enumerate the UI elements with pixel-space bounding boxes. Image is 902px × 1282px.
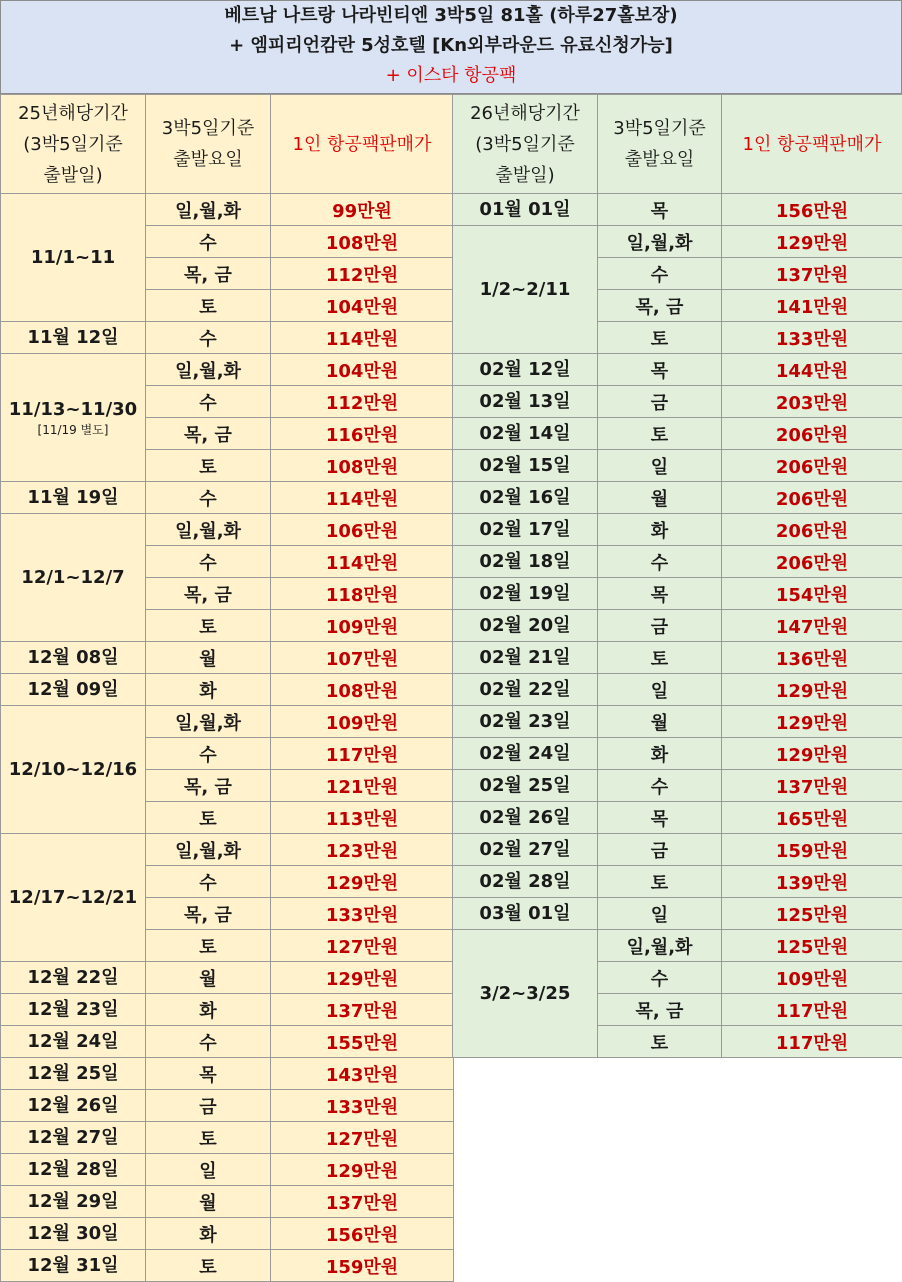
- weekday-cell: 월: [598, 706, 722, 738]
- period-cell: [1, 1026, 146, 1058]
- period-cell: [453, 706, 598, 738]
- table-row: [453, 546, 902, 578]
- weekday-cell: 목, 금: [146, 898, 271, 930]
- period-cell: [453, 514, 598, 546]
- price-cell: 116만원: [271, 418, 454, 450]
- price-cell: 206만원: [722, 450, 902, 482]
- period-cell: [1, 642, 146, 674]
- period-cell: [1, 1122, 146, 1154]
- period-label: 12월 26일: [1, 1094, 145, 1118]
- period-label: 11월 12일: [1, 326, 145, 350]
- period-label: 12월 24일: [1, 1030, 145, 1054]
- table-row: [453, 930, 902, 962]
- header-price: [271, 95, 454, 194]
- weekday-cell: 수: [146, 322, 271, 354]
- table-2026: [452, 94, 902, 1058]
- period-cell: [1, 1090, 146, 1122]
- table-row: [1, 322, 454, 354]
- table-row: [453, 386, 902, 418]
- table-row: [453, 706, 902, 738]
- price-cell: 108만원: [271, 226, 454, 258]
- weekday-cell: 토: [146, 1122, 271, 1154]
- period-label: 02월 21일: [453, 646, 597, 670]
- period-cell: [1, 962, 146, 994]
- header-price: [722, 95, 902, 194]
- period-cell: [453, 738, 598, 770]
- period-note: [11/19 별도]: [1, 422, 145, 438]
- period-cell: [453, 866, 598, 898]
- period-cell: [453, 482, 598, 514]
- header-weekday: [146, 95, 271, 194]
- table-row: [453, 802, 902, 834]
- weekday-cell: 목, 금: [146, 770, 271, 802]
- table-row: [453, 354, 902, 386]
- header-period: [453, 95, 598, 194]
- weekday-cell: 토: [146, 610, 271, 642]
- weekday-cell: 목: [598, 194, 722, 226]
- price-cell: 113만원: [271, 802, 454, 834]
- period-label: 02월 22일: [453, 678, 597, 702]
- table-row: [453, 898, 902, 930]
- weekday-cell: 목: [598, 354, 722, 386]
- weekday-cell: 토: [598, 642, 722, 674]
- price-cell: 125만원: [722, 930, 902, 962]
- table-row: [453, 610, 902, 642]
- period-label: 02월 18일: [453, 550, 597, 574]
- weekday-cell: 목, 금: [598, 290, 722, 322]
- weekday-cell: 월: [146, 642, 271, 674]
- period-label: 12월 23일: [1, 998, 145, 1022]
- weekday-cell: 일,월,화: [146, 194, 271, 226]
- price-cell: 159만원: [271, 1250, 454, 1282]
- period-label: 02월 25일: [453, 774, 597, 798]
- weekday-cell: 토: [598, 866, 722, 898]
- header-period-line: 출발일): [1, 160, 145, 191]
- header-weekday-line: 출발요일: [598, 144, 721, 175]
- table-row: [1, 1122, 454, 1154]
- table-row: [1, 482, 454, 514]
- weekday-cell: 수: [598, 770, 722, 802]
- period-cell: [453, 802, 598, 834]
- price-cell: 117만원: [271, 738, 454, 770]
- price-cell: 109만원: [271, 610, 454, 642]
- header-row: [453, 95, 902, 194]
- table-row: [453, 642, 902, 674]
- weekday-cell: 토: [146, 930, 271, 962]
- period-cell: [453, 898, 598, 930]
- table-row: [1, 1186, 454, 1218]
- period-label: 02월 16일: [453, 486, 597, 510]
- period-label: 12월 29일: [1, 1190, 145, 1214]
- period-label: 12/10~12/16: [1, 758, 145, 782]
- weekday-cell: 일,월,화: [146, 706, 271, 738]
- price-cell: 154만원: [722, 578, 902, 610]
- weekday-cell: 일: [598, 674, 722, 706]
- period-cell: [1, 514, 146, 642]
- title-line-2: + 엠피리언캄란 5성호텔 [Kn외부라운드 유료신청가능]: [1, 31, 901, 61]
- price-cell: 137만원: [722, 258, 902, 290]
- weekday-cell: 수: [146, 482, 271, 514]
- period-label: 03월 01일: [453, 902, 597, 926]
- period-label: 1/2~2/11: [453, 278, 597, 302]
- period-cell: [1, 1154, 146, 1186]
- weekday-cell: 금: [146, 1090, 271, 1122]
- period-cell: [453, 194, 598, 226]
- period-cell: [453, 386, 598, 418]
- period-label: 12월 25일: [1, 1062, 145, 1086]
- period-label: 02월 12일: [453, 358, 597, 382]
- period-label: 02월 17일: [453, 518, 597, 542]
- period-cell: [1, 706, 146, 834]
- weekday-cell: 토: [598, 1026, 722, 1058]
- price-cell: 129만원: [271, 1154, 454, 1186]
- period-cell: [453, 770, 598, 802]
- header-weekday-line: 3박5일기준: [598, 113, 721, 144]
- price-cell: 109만원: [271, 706, 454, 738]
- weekday-cell: 토: [598, 418, 722, 450]
- price-cell: 125만원: [722, 898, 902, 930]
- table-row: [453, 418, 902, 450]
- period-label: 11/13~11/30: [1, 398, 145, 422]
- period-label: 02월 24일: [453, 742, 597, 766]
- price-cell: 114만원: [271, 322, 454, 354]
- weekday-cell: 목: [598, 802, 722, 834]
- weekday-cell: 화: [146, 994, 271, 1026]
- table-row: [1, 194, 454, 226]
- weekday-cell: 일: [146, 1154, 271, 1186]
- weekday-cell: 일: [598, 450, 722, 482]
- price-cell: 143만원: [271, 1058, 454, 1090]
- weekday-cell: 목, 금: [598, 994, 722, 1026]
- period-label: 11월 19일: [1, 486, 145, 510]
- weekday-cell: 금: [598, 386, 722, 418]
- price-cell: 133만원: [722, 322, 902, 354]
- price-cell: 137만원: [271, 994, 454, 1026]
- table-row: [453, 226, 902, 258]
- period-cell: [453, 578, 598, 610]
- table-row: [1, 834, 454, 866]
- weekday-cell: 목: [598, 578, 722, 610]
- table-row: [1, 1250, 454, 1282]
- weekday-cell: 목, 금: [146, 258, 271, 290]
- table-row: [1, 994, 454, 1026]
- table-row: [1, 1090, 454, 1122]
- period-label: 12/17~12/21: [1, 886, 145, 910]
- price-cell: 114만원: [271, 482, 454, 514]
- price-cell: 127만원: [271, 930, 454, 962]
- price-cell: 133만원: [271, 898, 454, 930]
- price-cell: 136만원: [722, 642, 902, 674]
- table-row: [453, 738, 902, 770]
- period-label: 02월 14일: [453, 422, 597, 446]
- table-row: [453, 482, 902, 514]
- price-cell: 129만원: [722, 226, 902, 258]
- period-cell: [1, 354, 146, 482]
- period-cell: [1, 1058, 146, 1090]
- table-row: [453, 834, 902, 866]
- header-period-line: 출발일): [453, 160, 597, 191]
- period-label: 02월 28일: [453, 870, 597, 894]
- header-period-line: (3박5일기준: [1, 129, 145, 160]
- period-cell: [1, 322, 146, 354]
- table-row: [1, 1154, 454, 1186]
- table-2025: [0, 94, 454, 1282]
- price-cell: 147만원: [722, 610, 902, 642]
- price-cell: 133만원: [271, 1090, 454, 1122]
- period-cell: [1, 482, 146, 514]
- period-label: 3/2~3/25: [453, 982, 597, 1006]
- weekday-cell: 화: [146, 1218, 271, 1250]
- table-row: [453, 866, 902, 898]
- table-row: [1, 706, 454, 738]
- period-label: 12월 28일: [1, 1158, 145, 1182]
- table-row: [453, 514, 902, 546]
- price-cell: 112만원: [271, 386, 454, 418]
- period-cell: [453, 930, 598, 1058]
- weekday-cell: 토: [598, 322, 722, 354]
- price-cell: 104만원: [271, 290, 454, 322]
- table-row: [453, 194, 902, 226]
- period-cell: [1, 674, 146, 706]
- period-cell: [453, 546, 598, 578]
- period-cell: [453, 834, 598, 866]
- price-cell: 106만원: [271, 514, 454, 546]
- period-cell: [1, 1218, 146, 1250]
- price-cell: 144만원: [722, 354, 902, 386]
- price-cell: 129만원: [722, 738, 902, 770]
- weekday-cell: 금: [598, 610, 722, 642]
- period-cell: [453, 674, 598, 706]
- price-cell: 165만원: [722, 802, 902, 834]
- price-cell: 206만원: [722, 514, 902, 546]
- weekday-cell: 수: [146, 226, 271, 258]
- weekday-cell: 수: [146, 386, 271, 418]
- weekday-cell: 일,월,화: [598, 226, 722, 258]
- header-period: [1, 95, 146, 194]
- weekday-cell: 일,월,화: [146, 354, 271, 386]
- price-cell: 155만원: [271, 1026, 454, 1058]
- price-cell: 112만원: [271, 258, 454, 290]
- header-row: [1, 95, 454, 194]
- price-cell: 129만원: [271, 866, 454, 898]
- price-cell: 118만원: [271, 578, 454, 610]
- table-row: [1, 1058, 454, 1090]
- table-row: [1, 642, 454, 674]
- period-cell: [453, 226, 598, 354]
- weekday-cell: 목, 금: [146, 418, 271, 450]
- price-cell: 114만원: [271, 546, 454, 578]
- weekday-cell: 수: [598, 258, 722, 290]
- price-cell: 206만원: [722, 546, 902, 578]
- title-line-1: 베트남 나트랑 나라빈티엔 3박5일 81홀 (하루27홀보장): [1, 1, 901, 31]
- weekday-cell: 토: [146, 290, 271, 322]
- period-label: 02월 13일: [453, 390, 597, 414]
- weekday-cell: 토: [146, 450, 271, 482]
- price-cell: 123만원: [271, 834, 454, 866]
- table-row: [1, 354, 454, 386]
- price-cell: 129만원: [271, 962, 454, 994]
- price-cell: 104만원: [271, 354, 454, 386]
- price-cell: 121만원: [271, 770, 454, 802]
- weekday-cell: 금: [598, 834, 722, 866]
- table-row: [1, 514, 454, 546]
- price-cell: 117만원: [722, 1026, 902, 1058]
- table-row: [453, 674, 902, 706]
- period-label: 02월 27일: [453, 838, 597, 862]
- price-cell: 203만원: [722, 386, 902, 418]
- weekday-cell: 토: [146, 802, 271, 834]
- period-cell: [453, 642, 598, 674]
- header-weekday-line: 3박5일기준: [146, 113, 270, 144]
- period-cell: [453, 610, 598, 642]
- weekday-cell: 토: [146, 1250, 271, 1282]
- price-cell: 127만원: [271, 1122, 454, 1154]
- weekday-cell: 수: [146, 1026, 271, 1058]
- weekday-cell: 일,월,화: [146, 834, 271, 866]
- table-row: [453, 578, 902, 610]
- price-cell: 141만원: [722, 290, 902, 322]
- period-cell: [453, 450, 598, 482]
- weekday-cell: 월: [598, 482, 722, 514]
- period-cell: [453, 354, 598, 386]
- table-row: [1, 674, 454, 706]
- period-label: 12월 22일: [1, 966, 145, 990]
- period-cell: [1, 834, 146, 962]
- period-label: 02월 26일: [453, 806, 597, 830]
- period-label: 12월 30일: [1, 1222, 145, 1246]
- price-cell: 109만원: [722, 962, 902, 994]
- price-cell: 137만원: [271, 1186, 454, 1218]
- period-cell: [1, 194, 146, 322]
- price-cell: 206만원: [722, 482, 902, 514]
- price-cell: 107만원: [271, 642, 454, 674]
- period-label: 12월 08일: [1, 646, 145, 670]
- weekday-cell: 수: [598, 962, 722, 994]
- table-row: [1, 962, 454, 994]
- weekday-cell: 목: [146, 1058, 271, 1090]
- price-cell: 129만원: [722, 674, 902, 706]
- weekday-cell: 일: [598, 898, 722, 930]
- weekday-cell: 수: [146, 866, 271, 898]
- table-row: [453, 450, 902, 482]
- weekday-cell: 수: [146, 738, 271, 770]
- weekday-cell: 일,월,화: [598, 930, 722, 962]
- period-cell: [1, 1186, 146, 1218]
- weekday-cell: 월: [146, 962, 271, 994]
- price-cell: 159만원: [722, 834, 902, 866]
- header-weekday-line: 출발요일: [146, 144, 270, 175]
- header-period-line: (3박5일기준: [453, 129, 597, 160]
- weekday-cell: 수: [598, 546, 722, 578]
- period-label: 02월 23일: [453, 710, 597, 734]
- header-period-line: 25년해당기간: [1, 98, 145, 129]
- title-banner: [0, 0, 902, 94]
- price-cell: 99만원: [271, 194, 454, 226]
- weekday-cell: 화: [598, 514, 722, 546]
- period-label: 02월 19일: [453, 582, 597, 606]
- period-label: 02월 15일: [453, 454, 597, 478]
- weekday-cell: 월: [146, 1186, 271, 1218]
- period-cell: [453, 418, 598, 450]
- weekday-cell: 목, 금: [146, 578, 271, 610]
- period-label: 02월 20일: [453, 614, 597, 638]
- header-period-line: 26년해당기간: [453, 98, 597, 129]
- period-label: 01월 01일: [453, 198, 597, 222]
- price-cell: 156만원: [722, 194, 902, 226]
- weekday-cell: 화: [598, 738, 722, 770]
- weekday-cell: 일,월,화: [146, 514, 271, 546]
- weekday-cell: 화: [146, 674, 271, 706]
- period-label: 11/1~11: [1, 246, 145, 270]
- period-cell: [1, 994, 146, 1026]
- weekday-cell: 수: [146, 546, 271, 578]
- period-label: 12월 27일: [1, 1126, 145, 1150]
- period-label: 12월 09일: [1, 678, 145, 702]
- table-row: [1, 1026, 454, 1058]
- header-weekday: [598, 95, 722, 194]
- header-price-line: 1인 항공팩판매가: [271, 129, 453, 160]
- period-label: 12/1~12/7: [1, 566, 145, 590]
- period-label: 12월 31일: [1, 1254, 145, 1278]
- table-row: [1, 1218, 454, 1250]
- title-line-3: + 이스타 항공팩: [1, 61, 901, 91]
- price-cell: 137만원: [722, 770, 902, 802]
- price-cell: 156만원: [271, 1218, 454, 1250]
- price-cell: 108만원: [271, 450, 454, 482]
- price-cell: 206만원: [722, 418, 902, 450]
- price-cell: 117만원: [722, 994, 902, 1026]
- header-price-line: 1인 항공팩판매가: [722, 129, 902, 160]
- price-cell: 139만원: [722, 866, 902, 898]
- price-cell: 108만원: [271, 674, 454, 706]
- table-row: [453, 770, 902, 802]
- period-cell: [1, 1250, 146, 1282]
- price-cell: 129만원: [722, 706, 902, 738]
